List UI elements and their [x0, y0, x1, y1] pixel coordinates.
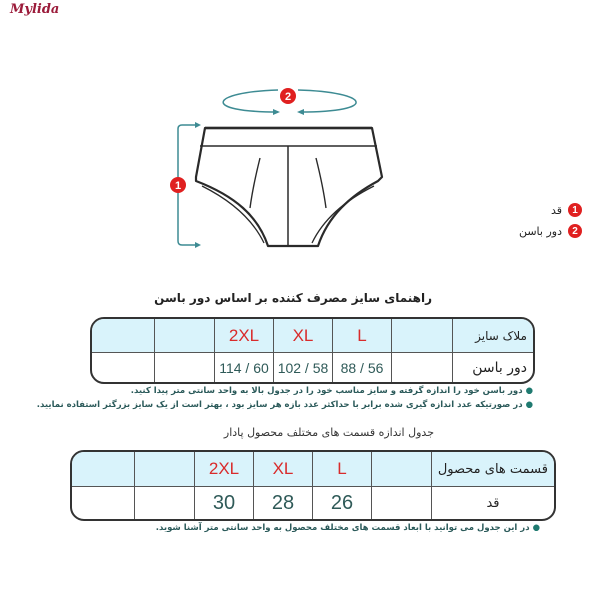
badge-2-icon: 2 [568, 224, 582, 238]
badge-1-icon [170, 177, 186, 193]
empty-cell [155, 353, 215, 382]
empty-cell [92, 319, 155, 353]
row-label: دور باسن [472, 359, 527, 376]
empty-cell [392, 319, 453, 353]
size-xl: XL [274, 319, 333, 353]
value-xl: 102 / 58 [274, 353, 333, 382]
value-l: 88 / 56 [333, 353, 392, 382]
empty-cell [135, 487, 195, 519]
empty-cell [72, 452, 135, 487]
size-2xl: 2XL [215, 319, 274, 353]
product-measurement-table [70, 450, 556, 521]
value-xl: 28 [254, 487, 313, 519]
badge-1-icon: 1 [568, 203, 582, 217]
header-label: ملاک سایز [453, 319, 533, 353]
empty-cell [392, 353, 453, 382]
table1-title: راهنمای سایز مصرف کننده بر اساس دور باسن [154, 291, 432, 305]
legend-label: قد [550, 203, 562, 217]
bullet-icon: ● [525, 386, 533, 396]
empty-cell [135, 452, 195, 487]
badge-2-icon [280, 88, 296, 104]
legend-item-height [519, 203, 582, 217]
legend-label: دور باسن [518, 224, 562, 238]
size-guide-table [90, 317, 535, 384]
value-l: 26 [313, 487, 372, 519]
svg-text:2: 2 [284, 91, 292, 103]
size-2xl: 2XL [195, 452, 254, 487]
table1-note: ●در صورتیکه عدد اندازه گیری شده برابر با حداکثر عدد بازه هر سایز بود ، بهتر است از یک سایز بزرگتر استفاده نمایید. [36, 400, 533, 410]
legend-item-hip [519, 224, 582, 238]
empty-cell [372, 487, 432, 519]
garment-diagram [160, 78, 400, 253]
table2-title: جدول اندازه قسمت های مختلف محصول پادار [223, 426, 434, 439]
svg-text:1: 1 [174, 180, 182, 192]
size-l: L [333, 319, 392, 353]
table2-note: ●در این جدول می توانید با ابعاد قسمت های مختلف محصول به واحد سانتی متر آشنا شوید. [155, 523, 540, 533]
empty-cell [92, 353, 155, 382]
brand-logo: Mylida [10, 2, 60, 17]
table1-note: ●دور باسن خود را اندازه گرفته و سایز مناسب خود را در جدول بالا به واحد سانتی متر پیدا کنید. [130, 386, 533, 396]
value-2xl: 30 [195, 487, 254, 519]
empty-cell [155, 319, 215, 353]
empty-cell [72, 487, 135, 519]
row-label: قد [486, 495, 500, 511]
size-l: L [313, 452, 372, 487]
empty-cell [372, 452, 432, 487]
briefs-icon [196, 128, 382, 246]
diagram-legend [519, 203, 582, 238]
bullet-icon: ● [525, 400, 533, 410]
bullet-icon: ● [532, 523, 540, 533]
header-label: قسمت های محصول [432, 452, 554, 487]
value-2xl: 114 / 60 [215, 353, 274, 382]
size-xl: XL [254, 452, 313, 487]
